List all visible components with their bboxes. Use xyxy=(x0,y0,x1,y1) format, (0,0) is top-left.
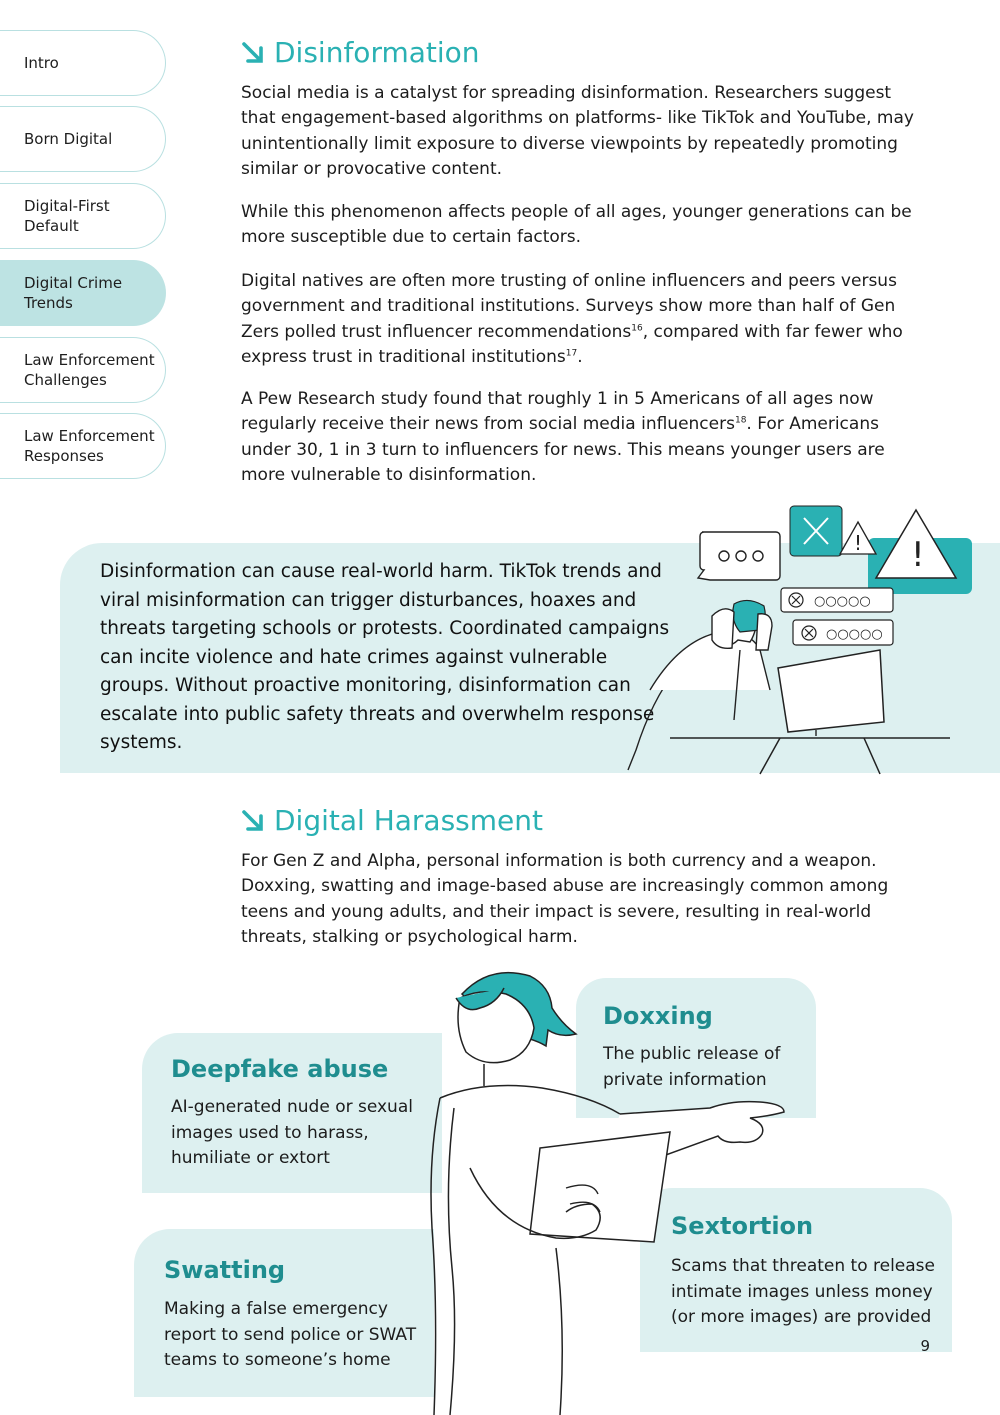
card-title-sextortion: Sextortion xyxy=(671,1212,814,1240)
sidebar-item-label: Digital Crime Trends xyxy=(24,274,123,312)
sidebar-item-label: Law Enforcement Challenges xyxy=(24,351,155,389)
harassment-paragraph-1: For Gen Z and Alpha, personal information is both currency and a weapon. Doxxing, swatting and image-based abuse are increasingly common among teens and young adults, and their impact is severe, resulting in real-world threats, stalking or psychological harm. xyxy=(241,851,889,947)
footnote-ref[interactable]: 18 xyxy=(734,415,747,426)
card-title-doxxing: Doxxing xyxy=(603,1002,713,1030)
card-title-deepfake-abuse: Deepfake abuse xyxy=(171,1055,389,1083)
card-desc-doxxing: The public release of private information xyxy=(603,1044,781,1090)
svg-text:!: ! xyxy=(911,535,925,575)
section-title-digital-harassment xyxy=(240,804,543,837)
sidebar-item-label: Intro xyxy=(24,54,59,72)
footnote-ref[interactable]: 16 xyxy=(631,322,643,333)
callout-text: Disinformation can cause real-world harm. TikTok trends and viral misinformation can trigger disturbances, hoaxes and threats targeting schools or protests. Coordinated campaigns can incite violence and hate crimes against vulnerable groups. Without proactive monitoring, disinformation can escalate into public safety threats and overwhelm response systems. xyxy=(100,561,670,753)
text-span: Digital natives are often more trusting of online influencers and peers versus government and traditional institutions. Surveys show more than half of Gen Zers polled trust influencer recommendations xyxy=(241,271,897,342)
text-span: A Pew Research study found that roughly 1 in 5 Americans of all ages now regularly receive their news from social media influencers xyxy=(241,389,874,435)
svg-text:○○○○○: ○○○○○ xyxy=(826,627,883,642)
sidebar-item-intro[interactable] xyxy=(0,30,166,96)
page-number: 9 xyxy=(920,1337,930,1355)
text-span: . For Americans under 30, 1 in 3 turn to influencers for news. This means younger users are more vulnerable to disinformation. xyxy=(241,414,885,485)
arrow-down-right-icon xyxy=(240,40,266,66)
disinfo-paragraph-3 xyxy=(241,269,921,370)
sidebar-item-digital-first-default[interactable] xyxy=(0,183,166,249)
disinfo-paragraph-4 xyxy=(241,387,921,488)
card-title-swatting: Swatting xyxy=(164,1256,286,1284)
section-title-text: Digital Harassment xyxy=(274,804,543,837)
pointing-person-illustration xyxy=(380,968,800,1415)
svg-text:○○○○○: ○○○○○ xyxy=(814,594,871,609)
sidebar-item-law-enforcement-challenges[interactable] xyxy=(0,337,166,403)
card-desc-sextortion: Scams that threaten to release intimate images unless money (or more images) are provided xyxy=(671,1256,935,1327)
sidebar-item-label: Law Enforcement Responses xyxy=(24,427,155,465)
section-title-text: Disinformation xyxy=(274,36,480,69)
sidebar-item-digital-crime-trends[interactable] xyxy=(0,260,166,326)
arrow-down-right-icon xyxy=(240,808,266,834)
text-span: . xyxy=(577,346,583,367)
sidebar-item-born-digital[interactable] xyxy=(0,106,166,172)
card-desc-deepfake-abuse: AI-generated nude or sexual images used to harass, humiliate or extort xyxy=(171,1097,413,1168)
speech-bubble-icon xyxy=(698,532,780,580)
disinfo-paragraph-1: Social media is a catalyst for spreading disinformation. Researchers suggest that engagement-based algorithms on platforms- like TikTok and YouTube, may unintentionally limit exposure to diverse viewpoints by repeatedly promoting similar or provocative content. xyxy=(241,83,914,179)
card-desc-swatting: Making a false emergency report to send police or SWAT teams to someone’s home xyxy=(164,1299,417,1370)
disinfo-paragraph-2: While this phenomenon affects people of all ages, younger generations can be more susceptible due to certain factors. xyxy=(241,202,912,248)
sidebar-item-law-enforcement-responses[interactable] xyxy=(0,413,166,479)
sidebar-item-label: Digital-First Default xyxy=(24,197,110,235)
x-box-icon xyxy=(790,506,842,556)
footnote-ref[interactable]: 17 xyxy=(565,348,578,359)
text-span: , compared with far fewer who express trust in traditional institutions xyxy=(241,321,903,367)
svg-text:!: ! xyxy=(854,531,863,555)
stressed-person-illustration xyxy=(600,500,1000,780)
section-title-disinformation xyxy=(240,36,480,69)
sidebar-item-label: Born Digital xyxy=(24,130,113,148)
